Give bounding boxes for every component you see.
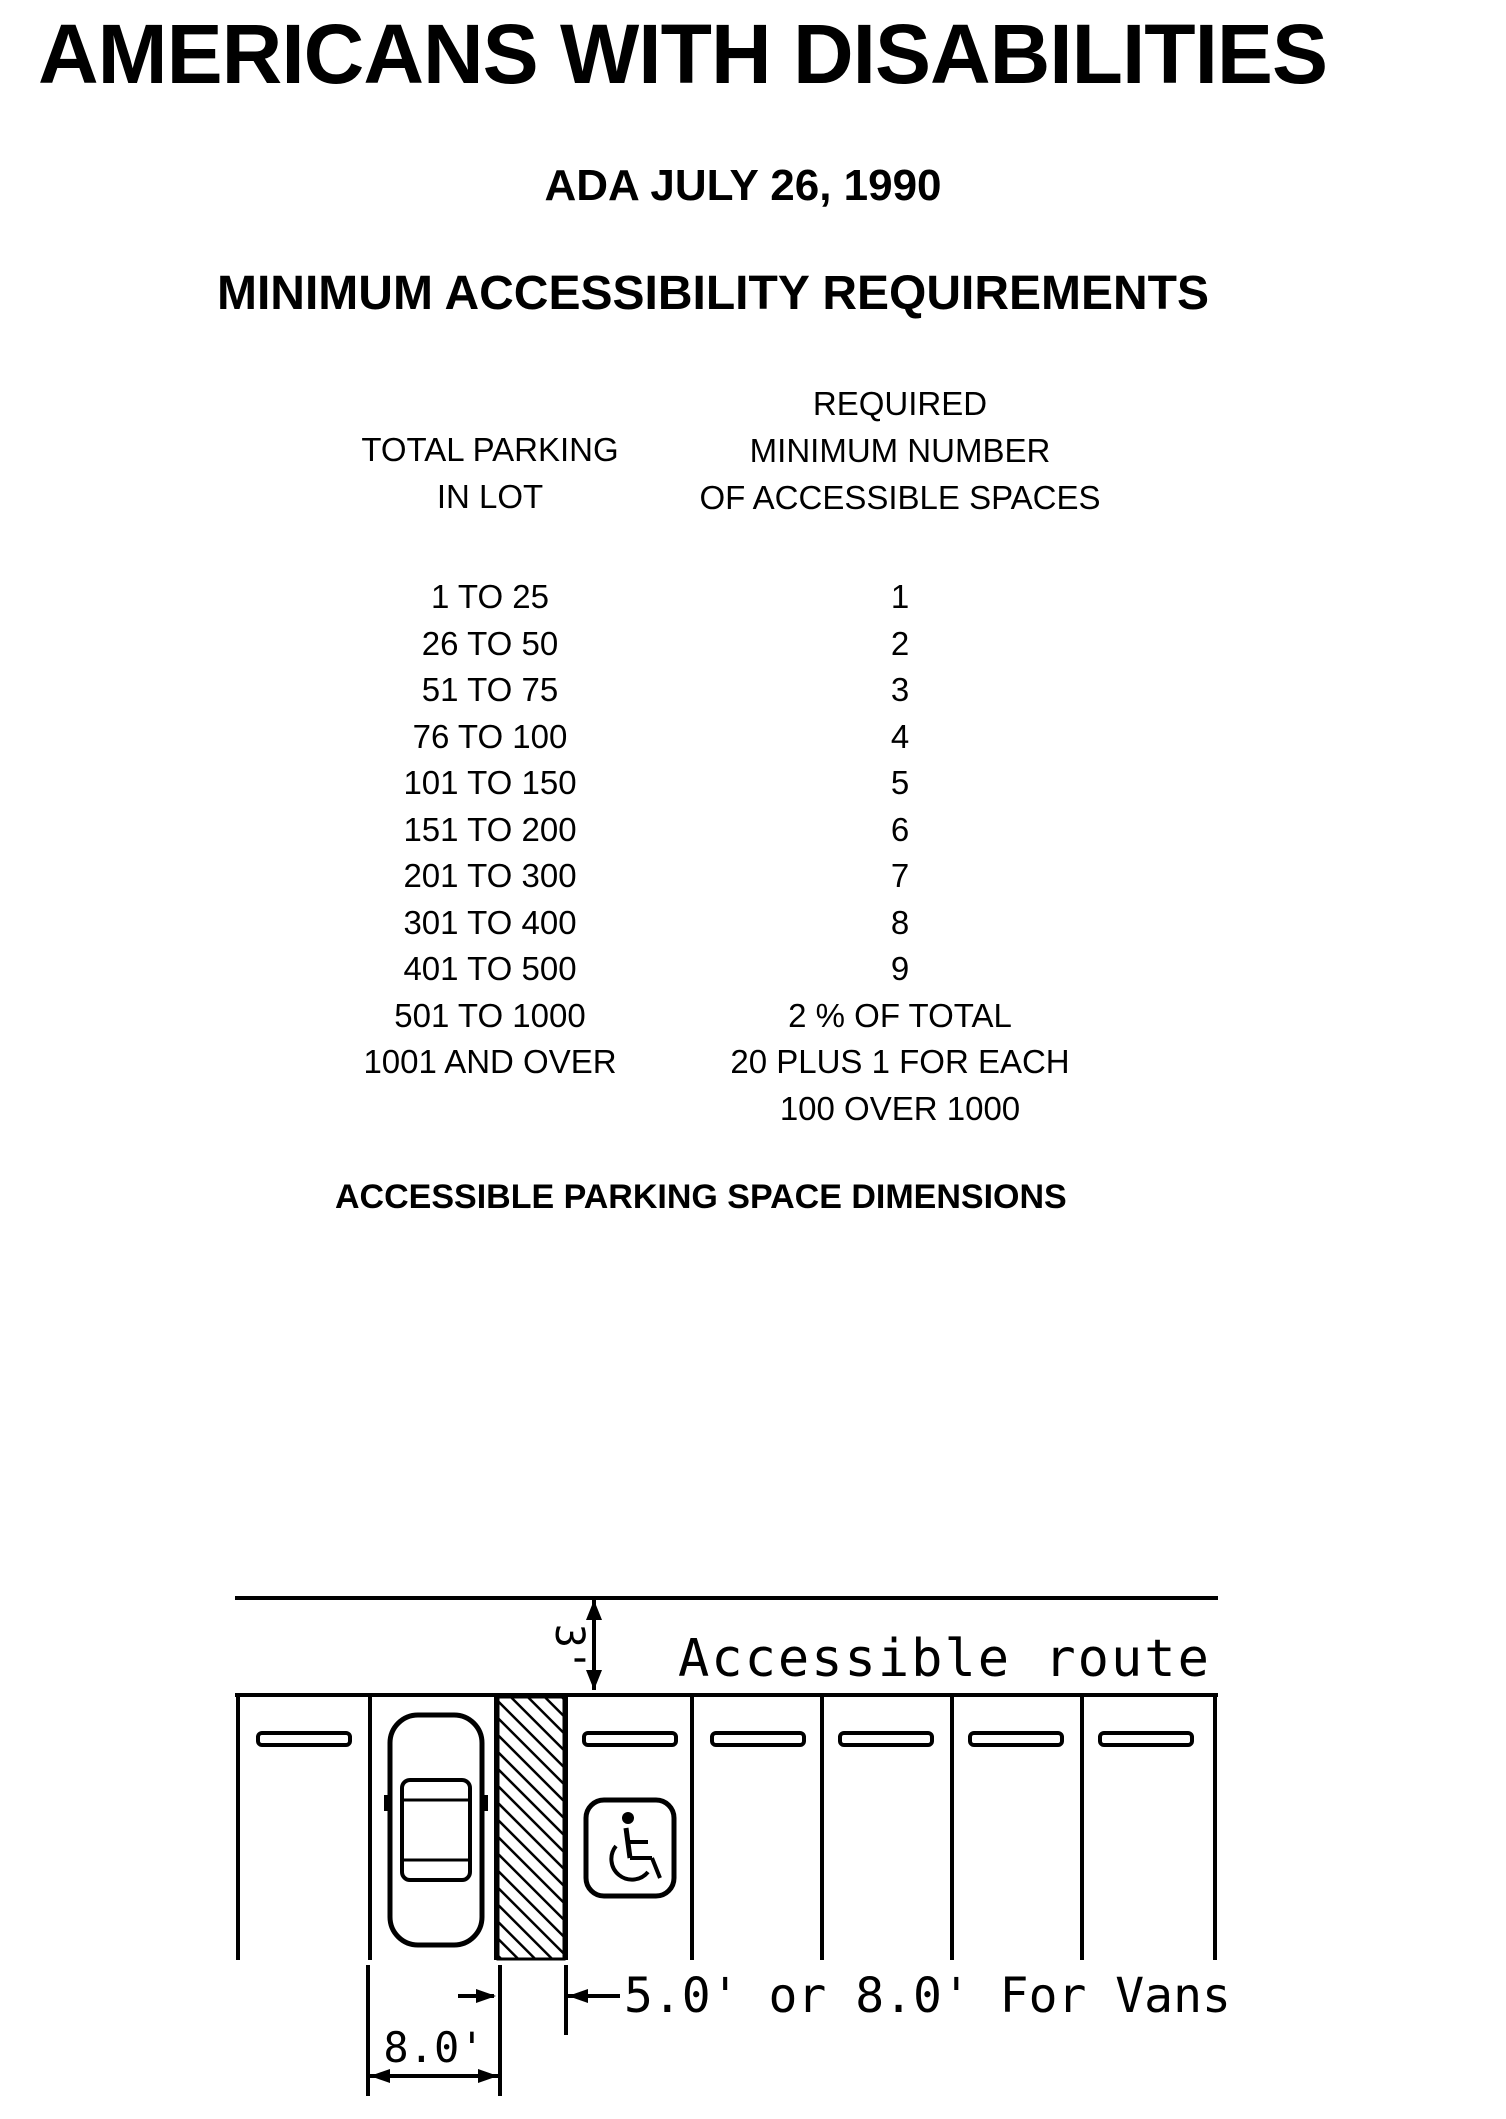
required-spaces-header-line: OF ACCESSIBLE SPACES — [699, 479, 1101, 516]
required-count: 5 — [890, 764, 910, 801]
required-count: 2 % OF TOTAL — [788, 996, 1012, 1034]
parking-range: 151 TO 200 — [403, 810, 577, 848]
parking-range: 501 TO 1000 — [394, 996, 586, 1034]
aisle-arrow-right — [568, 1989, 588, 2003]
required-count: 100 OVER 1000 — [779, 1089, 1021, 1127]
parking-range: 51 TO 75 — [421, 671, 559, 708]
required-spaces-header-line: MINIMUM NUMBER — [749, 432, 1051, 469]
wheel-stop — [970, 1733, 1062, 1745]
access-aisle-hatch — [498, 1697, 564, 1959]
dimensions-heading: ACCESSIBLE PARKING SPACE DIMENSIONS — [335, 1178, 1067, 1216]
space-width-label: 8.0' — [383, 2023, 485, 2072]
page-title: AMERICANS WITH DISABILITIES — [38, 7, 1327, 101]
ada-date: ADA JULY 26, 1990 — [544, 161, 942, 210]
required-count: 2 — [890, 624, 910, 662]
parking-range: 1001 AND OVER — [363, 1043, 617, 1080]
required-count: 8 — [890, 903, 910, 941]
wheel-stop — [1100, 1733, 1192, 1745]
parking-range: 76 TO 100 — [412, 717, 568, 755]
parking-range: 301 TO 400 — [403, 903, 577, 941]
route-offset-arrow-bottom — [586, 1670, 602, 1690]
parking-range: 1 TO 25 — [430, 578, 550, 615]
wheel-stop — [258, 1733, 350, 1745]
aisle-width-label: 5.0' or 8.0' For Vans — [624, 1968, 1231, 2024]
wheel-stop — [584, 1733, 676, 1745]
accessible-route-label: Accessible route — [678, 1629, 1211, 1689]
required-count: 9 — [890, 950, 910, 987]
wheel-stop — [712, 1733, 804, 1745]
total-parking-header-line: IN LOT — [436, 478, 544, 515]
parking-range: 26 TO 50 — [421, 624, 559, 662]
total-parking-header-line: TOTAL PARKING — [361, 431, 619, 468]
required-count: 4 — [890, 717, 910, 755]
parking-range: 201 TO 300 — [403, 857, 577, 894]
route-offset-arrow-top — [586, 1600, 602, 1620]
car-icon — [384, 1715, 488, 1945]
required-count: 20 PLUS 1 FOR EACH — [730, 1043, 1070, 1080]
parking-range: 401 TO 500 — [403, 950, 577, 987]
parking-range: 101 TO 150 — [403, 764, 577, 801]
required-spaces-header-line: REQUIRED — [812, 385, 988, 422]
route-offset-label: 3' — [546, 1623, 592, 1673]
requirements-heading: MINIMUM ACCESSIBILITY REQUIREMENTS — [216, 267, 1210, 320]
wheelchair-icon — [586, 1800, 674, 1896]
aisle-arrow-left — [476, 1989, 496, 2003]
wheel-stop — [840, 1733, 932, 1745]
required-count: 1 — [890, 578, 910, 615]
required-count: 3 — [890, 671, 910, 708]
required-count: 6 — [890, 810, 910, 848]
required-count: 7 — [890, 857, 910, 894]
